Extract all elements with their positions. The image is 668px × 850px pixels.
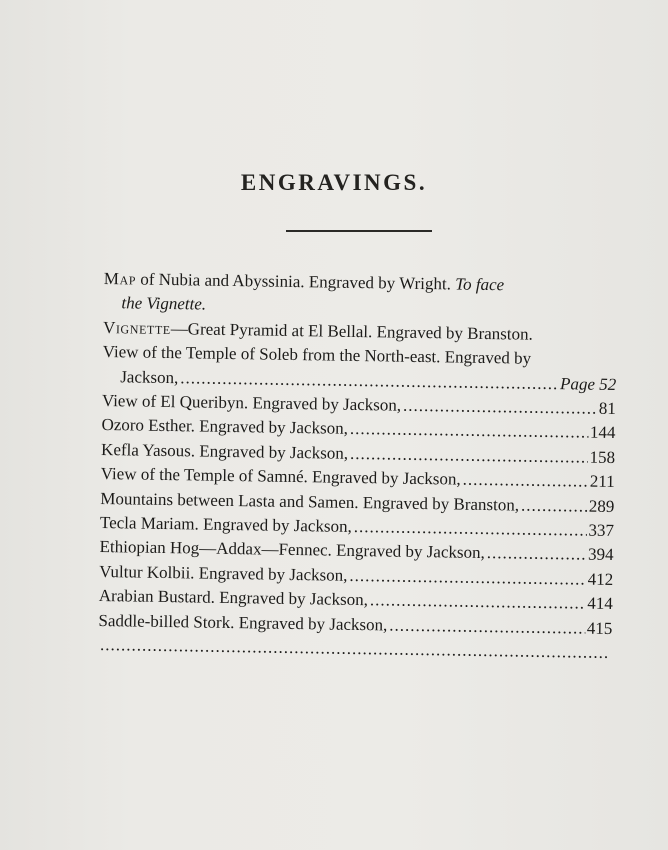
entry-text: Vultur Kolbii. Engraved by Jackson, (99, 561, 348, 585)
entry-text: Ethiopian Hog—Addax—Fennec. Engraved by Jackson, (99, 537, 485, 563)
entry-text: Jackson, (120, 366, 179, 387)
entry-page: 415 (586, 618, 613, 638)
entry-text: Ozoro Esther. Engraved by Jackson, (101, 415, 349, 439)
entry-text: Arabian Bustard. Engraved by Jackson, (98, 586, 369, 610)
entry-page: 289 (588, 496, 615, 516)
engravings-list (98, 267, 618, 666)
dot-leader (349, 564, 586, 592)
entry-page: 412 (587, 569, 614, 589)
entry-lead: Vignette (102, 317, 171, 338)
dot-leader (389, 613, 585, 640)
title-rule (286, 230, 432, 232)
dot-leader (370, 589, 586, 617)
entry-lead: Map (103, 268, 137, 289)
dot-leader (403, 394, 597, 421)
entry-text: View of the Temple of Soleb from the North-east. Engraved by (102, 342, 532, 368)
entry-page: 394 (587, 545, 614, 565)
list-item-continuation: the Vignette. (121, 293, 207, 315)
entry-text: —Great Pyramid at El Bellal. Engraved by Branston. (170, 318, 533, 344)
entry-text: Saddle-billed Stork. Engraved by Jackson, (98, 610, 388, 635)
page-title: ENGRAVINGS. (240, 170, 428, 195)
entry-text: of Nubia and Abyssinia. Engraved by Wright. (140, 269, 452, 294)
entry-page: 144 (589, 423, 616, 443)
dot-leader (487, 542, 587, 568)
entry-page: Page 52 (559, 373, 617, 394)
entry-page: To face (455, 274, 505, 295)
dot-leader (350, 417, 588, 445)
dot-leader (354, 515, 587, 543)
entry-page: 81 (598, 398, 616, 419)
entry-text: View of El Queribyn. Engraved by Jackson, (101, 391, 402, 415)
entry-text: Mountains between Lasta and Samen. Engraved by Branston, (100, 488, 520, 515)
entry-text: Tecla Mariam. Engraved by Jackson, (99, 513, 352, 536)
entry-page: 414 (587, 593, 613, 614)
entry-page: 337 (588, 520, 615, 541)
dot-leader (350, 442, 588, 470)
entry-text: View of the Temple of Samné. Engraved by Jackson, (100, 464, 461, 489)
dot-leader (463, 468, 588, 494)
entry-page: 211 (589, 471, 615, 492)
dot-leader (521, 493, 587, 518)
entry-page: 158 (589, 447, 616, 467)
entry-text: Kefla Yasous. Engraved by Jackson, (100, 439, 349, 463)
